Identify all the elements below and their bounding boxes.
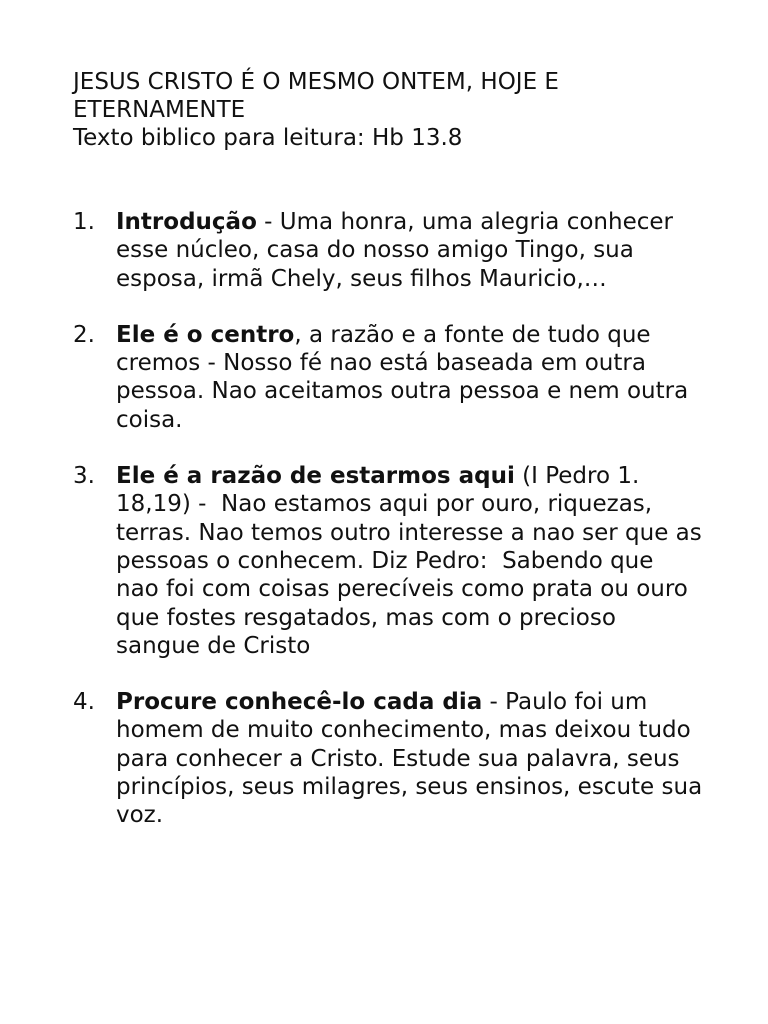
sermon-points-list: [73, 208, 710, 830]
item-text: , a razão e a fonte de tudo que cremos - Nosso fé nao está baseada em outra pessoa. Nao aceitamos outra pessoa e nem outra coisa.: [116, 321, 696, 433]
list-item: [73, 688, 710, 829]
item-number: 4.: [73, 689, 95, 716]
list-item: [73, 462, 710, 660]
document-page: [73, 68, 710, 858]
item-number: 2.: [73, 321, 95, 348]
item-text: - Paulo foi um homem de muito conhecimento, mas deixou tudo para conhecer a Cristo. Estude sua palavra, seus princípios, seus milagres, seus ensinos, escute sua voz.: [116, 689, 710, 829]
item-number: 3.: [73, 463, 95, 490]
item-heading: Procure conhecê-lo cada dia: [116, 689, 483, 716]
document-title-line-1: JESUS CRISTO É O MESMO ONTEM, HOJE E: [73, 69, 559, 95]
item-number: 1.: [73, 209, 95, 235]
item-heading: Ele é o centro: [116, 321, 295, 348]
item-heading: Introdução: [116, 209, 257, 235]
item-text: - Uma honra, uma alegria conhecer esse núcleo, casa do nosso amigo Tingo, sua esposa, irmã Chely, seus filhos Mauricio,…: [116, 209, 681, 292]
list-item: [73, 208, 703, 293]
document-title-line-2: ETERNAMENTE: [73, 97, 246, 123]
reading-reference: Texto biblico para leitura: Hb 13.8: [73, 125, 463, 151]
list-item: [73, 321, 703, 434]
item-text: (I Pedro 1. 18,19) - Nao estamos aqui por ouro, riquezas, terras. Nao temos outro interesse a nao ser que as pessoas o conhecem. Diz Pedro: Sabendo que nao foi com coisas perecíveis como prata ou ouro que fostes resgatados, mas com o precioso sangue de Cristo: [116, 463, 710, 659]
item-heading: Ele é a razão de estarmos aqui: [116, 463, 515, 490]
